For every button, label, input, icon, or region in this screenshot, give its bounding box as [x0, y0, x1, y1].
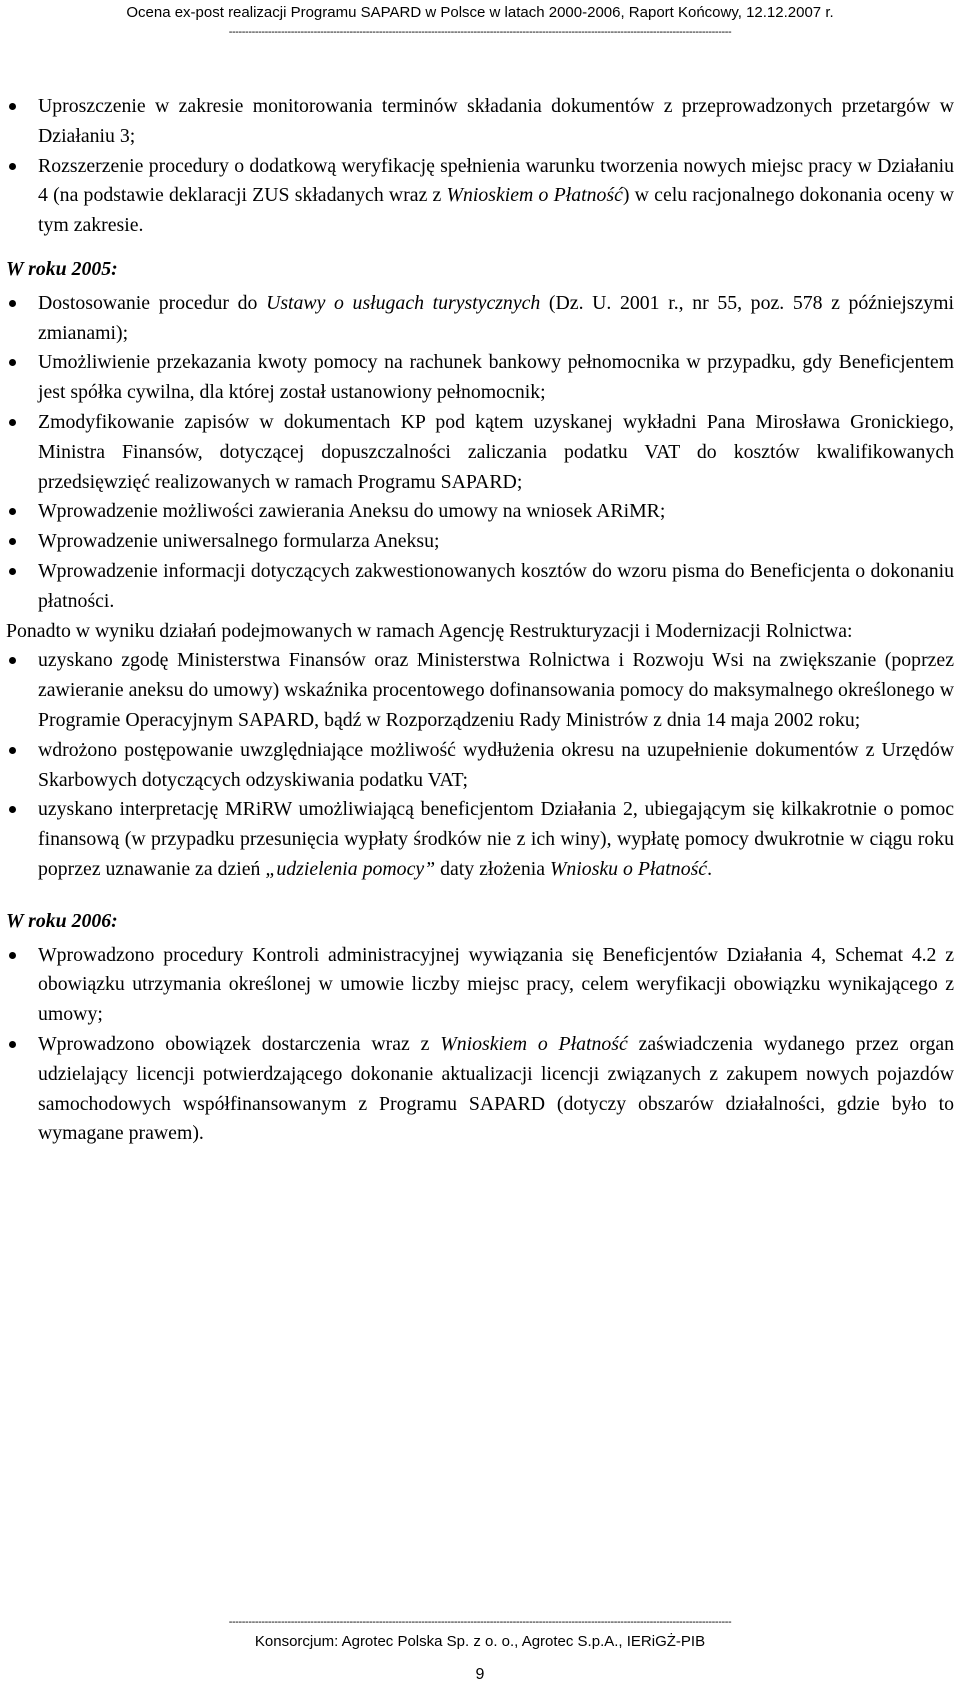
bullet-list-b: [6, 646, 954, 884]
footer-text: Konsorcjum: Agrotec Polska Sp. z o. o., Agrotec S.p.A., IERiGŻ-PIB: [254, 1633, 706, 1650]
section-heading-2006: W roku 2006:: [6, 909, 118, 932]
list-item: Dostosowanie procedur do Ustawy o usługach turystycznych (Dz. U. 2001 r., nr 55, poz. 578 z późniejszymi zmianami);: [6, 289, 954, 349]
page-number: 9: [475, 1666, 485, 1683]
list-item: Wprowadzono obowiązek dostarczenia wraz z Wnioskiem o Płatność zaświadczenia wydanego przez organ udzielający licencji potwierdzającego dokonanie aktualizacji licencji związanych z zakupem nowych pojazdów samochodowych współfinansowanym z Programu SAPARD (dotyczy obszarów działalności, gdzie było to wymagane prawem).: [6, 1030, 954, 1149]
footer-divider: ----------------------------------------------------------------------------------------------------------------------------------------------------------: [228, 1617, 732, 1628]
list-item: Rozszerzenie procedury o dodatkową weryfikację spełnienia warunku tworzenia nowych miejsc pracy w Działaniu 4 (na podstawie deklaracji ZUS składanych wraz z Wnioskiem o Płatność) w celu racjonalnego dokonania oceny w tym zakresie.: [6, 152, 954, 241]
section-heading-2005: W roku 2005:: [6, 257, 118, 280]
list-item: wdrożono postępowanie uwzględniające możliwość wydłużenia okresu na uzupełnienie dokumentów z Urzędów Skarbowych dotyczących odzyskiwania podatku VAT;: [6, 736, 954, 796]
intro-paragraph: Ponadto w wyniku działań podejmowanych w ramach Agencję Restrukturyzacji i Modernizacji Rolnictwa:: [6, 619, 853, 642]
page-header-title: Ocena ex-post realizacji Programu SAPARD w Polsce w latach 2000-2006, Raport Końcowy, 12.12.2007 r.: [126, 4, 834, 21]
list-item: uzyskano interpretację MRiRW umożliwiającą beneficjentom Działania 2, ubiegającym się kilkakrotnie o pomoc finansową (w przypadku przesunięcia wypłaty środków nie z ich winy), wypłatę pomocy dwukrotnie w ciągu roku poprzez uznawanie za dzień „udzielenia pomocy” daty złożenia Wniosku o Płatność.: [6, 795, 954, 884]
list-item: uzyskano zgodę Ministerstwa Finansów oraz Ministerstwa Rolnictwa i Rozwoju Wsi na zwiększanie (poprzez zawieranie aneksu do umowy) wskaźnika procentowego dofinansowania pomocy do maksymalnego określonego w Programie Operacyjnym SAPARD, bądź w Rozporządzeniu Rady Ministrów z dnia 14 maja 2002 roku;: [6, 646, 954, 735]
list-item: Wprowadzenie uniwersalnego formularza Aneksu;: [6, 527, 954, 557]
list-item: Wprowadzono procedury Kontroli administracyjnej wywiązania się Beneficjentów Działania 4, Schemat 4.2 z obowiązku utrzymania określonej w umowie liczby miejsc pracy, celem weryfikacji obowiązku wynikającego z umowy;: [6, 941, 954, 1030]
list-item: Wprowadzenie informacji dotyczących zakwestionowanych kosztów do wzoru pisma do Beneficjenta o dokonaniu płatności.: [6, 557, 954, 617]
header-divider: ----------------------------------------------------------------------------------------------------------------------------------------------------------: [228, 27, 732, 38]
bullet-list-2005: [6, 289, 954, 617]
list-item: Wprowadzenie możliwości zawierania Aneksu do umowy na wniosek ARiMR;: [6, 497, 954, 527]
bullet-list-a: [6, 92, 954, 241]
list-item: Umożliwienie przekazania kwoty pomocy na rachunek bankowy pełnomocnika w przypadku, gdy Beneficjentem jest spółka cywilna, dla której został ustanowiony pełnomocnik;: [6, 348, 954, 408]
list-item: Uproszczenie w zakresie monitorowania terminów składania dokumentów z przeprowadzonych przetargów w Działaniu 3;: [6, 92, 954, 152]
list-item: Zmodyfikowanie zapisów w dokumentach KP pod kątem uzyskanej wykładni Pana Mirosława Gronickiego, Ministra Finansów, dotyczącej dopuszczalności zaliczania podatku VAT do kosztów kwalifikowanych przedsięwzięć realizowanych w ramach Programu SAPARD;: [6, 408, 954, 497]
bullet-list-2006: [6, 941, 954, 1150]
document-body: [6, 92, 954, 1149]
